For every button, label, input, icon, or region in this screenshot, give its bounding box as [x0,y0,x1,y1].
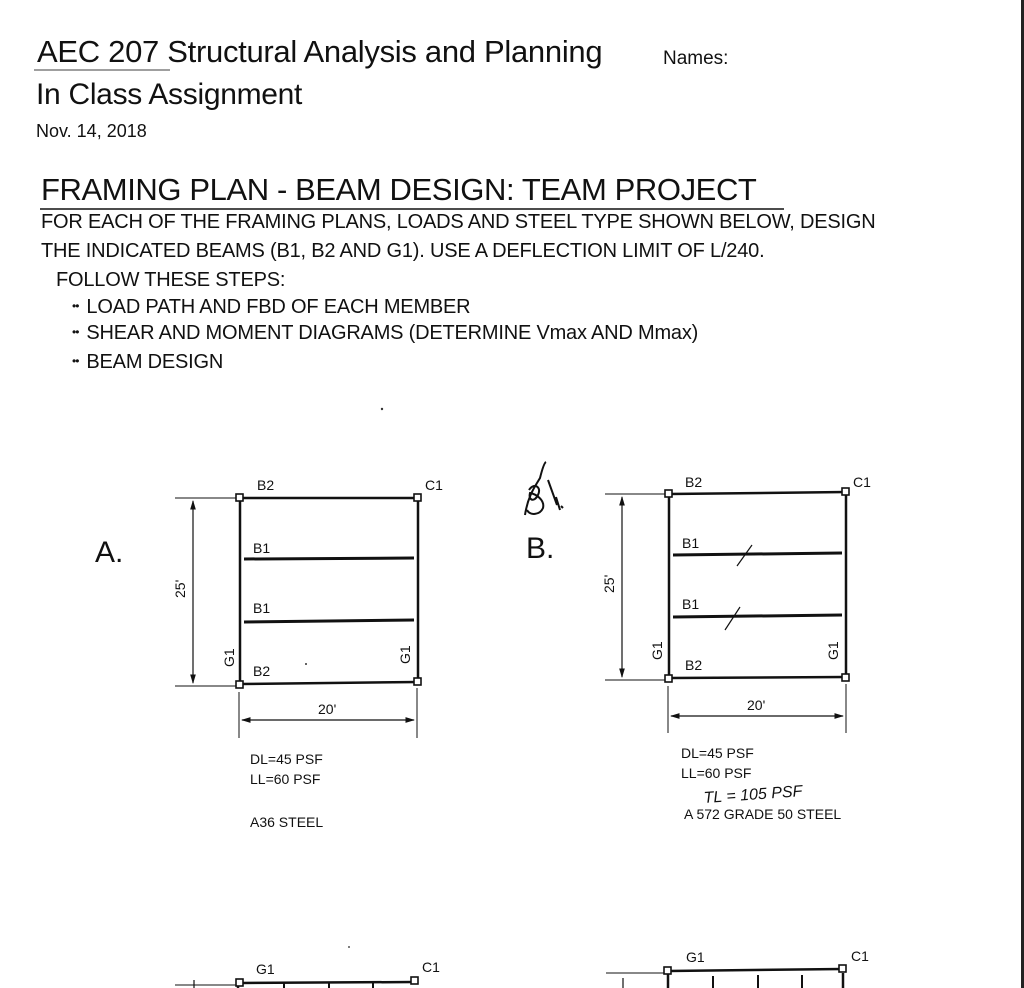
label-b2: B2 [685,657,703,673]
beam-b1-lower [244,620,414,622]
steel-type: A36 STEEL [250,814,324,830]
column-marker [411,977,418,984]
framing-plan-b [525,462,871,822]
scan-speck [348,946,350,948]
step-text: SHEAR AND MOMENT DIAGRAMS (DETERMINE Vmax AND Mmax) [86,322,699,344]
instructions-line-2: THE INDICATED BEAMS (B1, B2 AND G1). USE A DEFLECTION LIMIT OF L/240. [41,240,765,262]
framing-plan-a [95,477,443,830]
column-marker [665,675,672,682]
course-title: AEC 207 Structural Analysis and Planning [37,34,603,69]
label-g1: G1 [686,949,705,965]
label-g1: G1 [256,961,275,977]
beam-b1-upper [673,553,842,555]
column-marker [236,979,243,986]
label-c1: C1 [422,959,440,975]
label-g1: G1 [649,641,665,660]
bullet-glyph: •• [72,299,79,313]
column-marker [414,494,421,501]
label-c1: C1 [425,477,443,493]
dead-load: DL=45 PSF [250,751,323,767]
assignment-date: Nov. 14, 2018 [36,121,147,141]
instructions-line-1: FOR EACH OF THE FRAMING PLANS, LOADS AND STEEL TYPE SHOWN BELOW, DESIGN [41,211,876,233]
label-b1: B1 [253,540,271,556]
label-b2: B2 [253,663,271,679]
column-marker [665,490,672,497]
assignment-subtitle: In Class Assignment [36,78,303,111]
column-marker [664,967,671,974]
step-text: BEAM DESIGN [86,351,224,373]
framing-plan-d [606,948,869,988]
girder-g1-top [669,969,842,971]
handwritten-total-load: TL = 105 PSF [703,783,803,807]
beam-b1-lower [673,615,842,617]
column-marker [414,678,421,685]
steel-type: A 572 GRADE 50 STEEL [684,806,842,822]
beam-b2-bottom [669,677,846,678]
label-c1: C1 [853,474,871,490]
steps-heading: FOLLOW THESE STEPS: [56,269,286,291]
column-marker [839,965,846,972]
framing-plan-c [175,959,440,988]
names-label: Names: [663,48,729,69]
label-b2: B2 [685,474,703,490]
dimension-20ft: 20' [747,697,766,713]
beam-b2-bottom [240,682,418,684]
handwritten-mark [725,607,740,630]
column-marker [236,494,243,501]
label-g1: G1 [221,648,237,667]
column-marker [842,488,849,495]
column-marker [236,681,243,688]
label-g1: G1 [397,645,413,664]
label-g1: G1 [825,641,841,660]
label-c1: C1 [851,948,869,964]
scan-speck [305,663,307,665]
plan-a-letter: A. [95,536,124,569]
beam-b1-upper [244,558,414,559]
dimension-25ft: 25' [172,579,188,598]
live-load: LL=60 PSF [250,771,321,787]
plan-b-letter: B. [526,532,555,565]
label-b1: B1 [682,535,700,551]
dimension-25ft: 25' [601,574,617,593]
section-title: FRAMING PLAN - BEAM DESIGN: TEAM PROJECT [41,172,757,207]
scan-speck [381,408,383,410]
dimension-20ft: 20' [318,701,337,717]
beam-b2-top [669,492,846,494]
handwritten-initials [525,462,563,515]
label-b2: B2 [257,477,275,493]
label-b1: B1 [253,600,271,616]
bullet-glyph: •• [72,325,79,339]
step-text: LOAD PATH AND FBD OF EACH MEMBER [86,296,471,318]
girder-g1-top [241,982,414,983]
bullet-glyph: •• [72,354,79,368]
column-marker [842,674,849,681]
live-load: LL=60 PSF [681,765,752,781]
label-b1: B1 [682,596,700,612]
dead-load: DL=45 PSF [681,745,754,761]
